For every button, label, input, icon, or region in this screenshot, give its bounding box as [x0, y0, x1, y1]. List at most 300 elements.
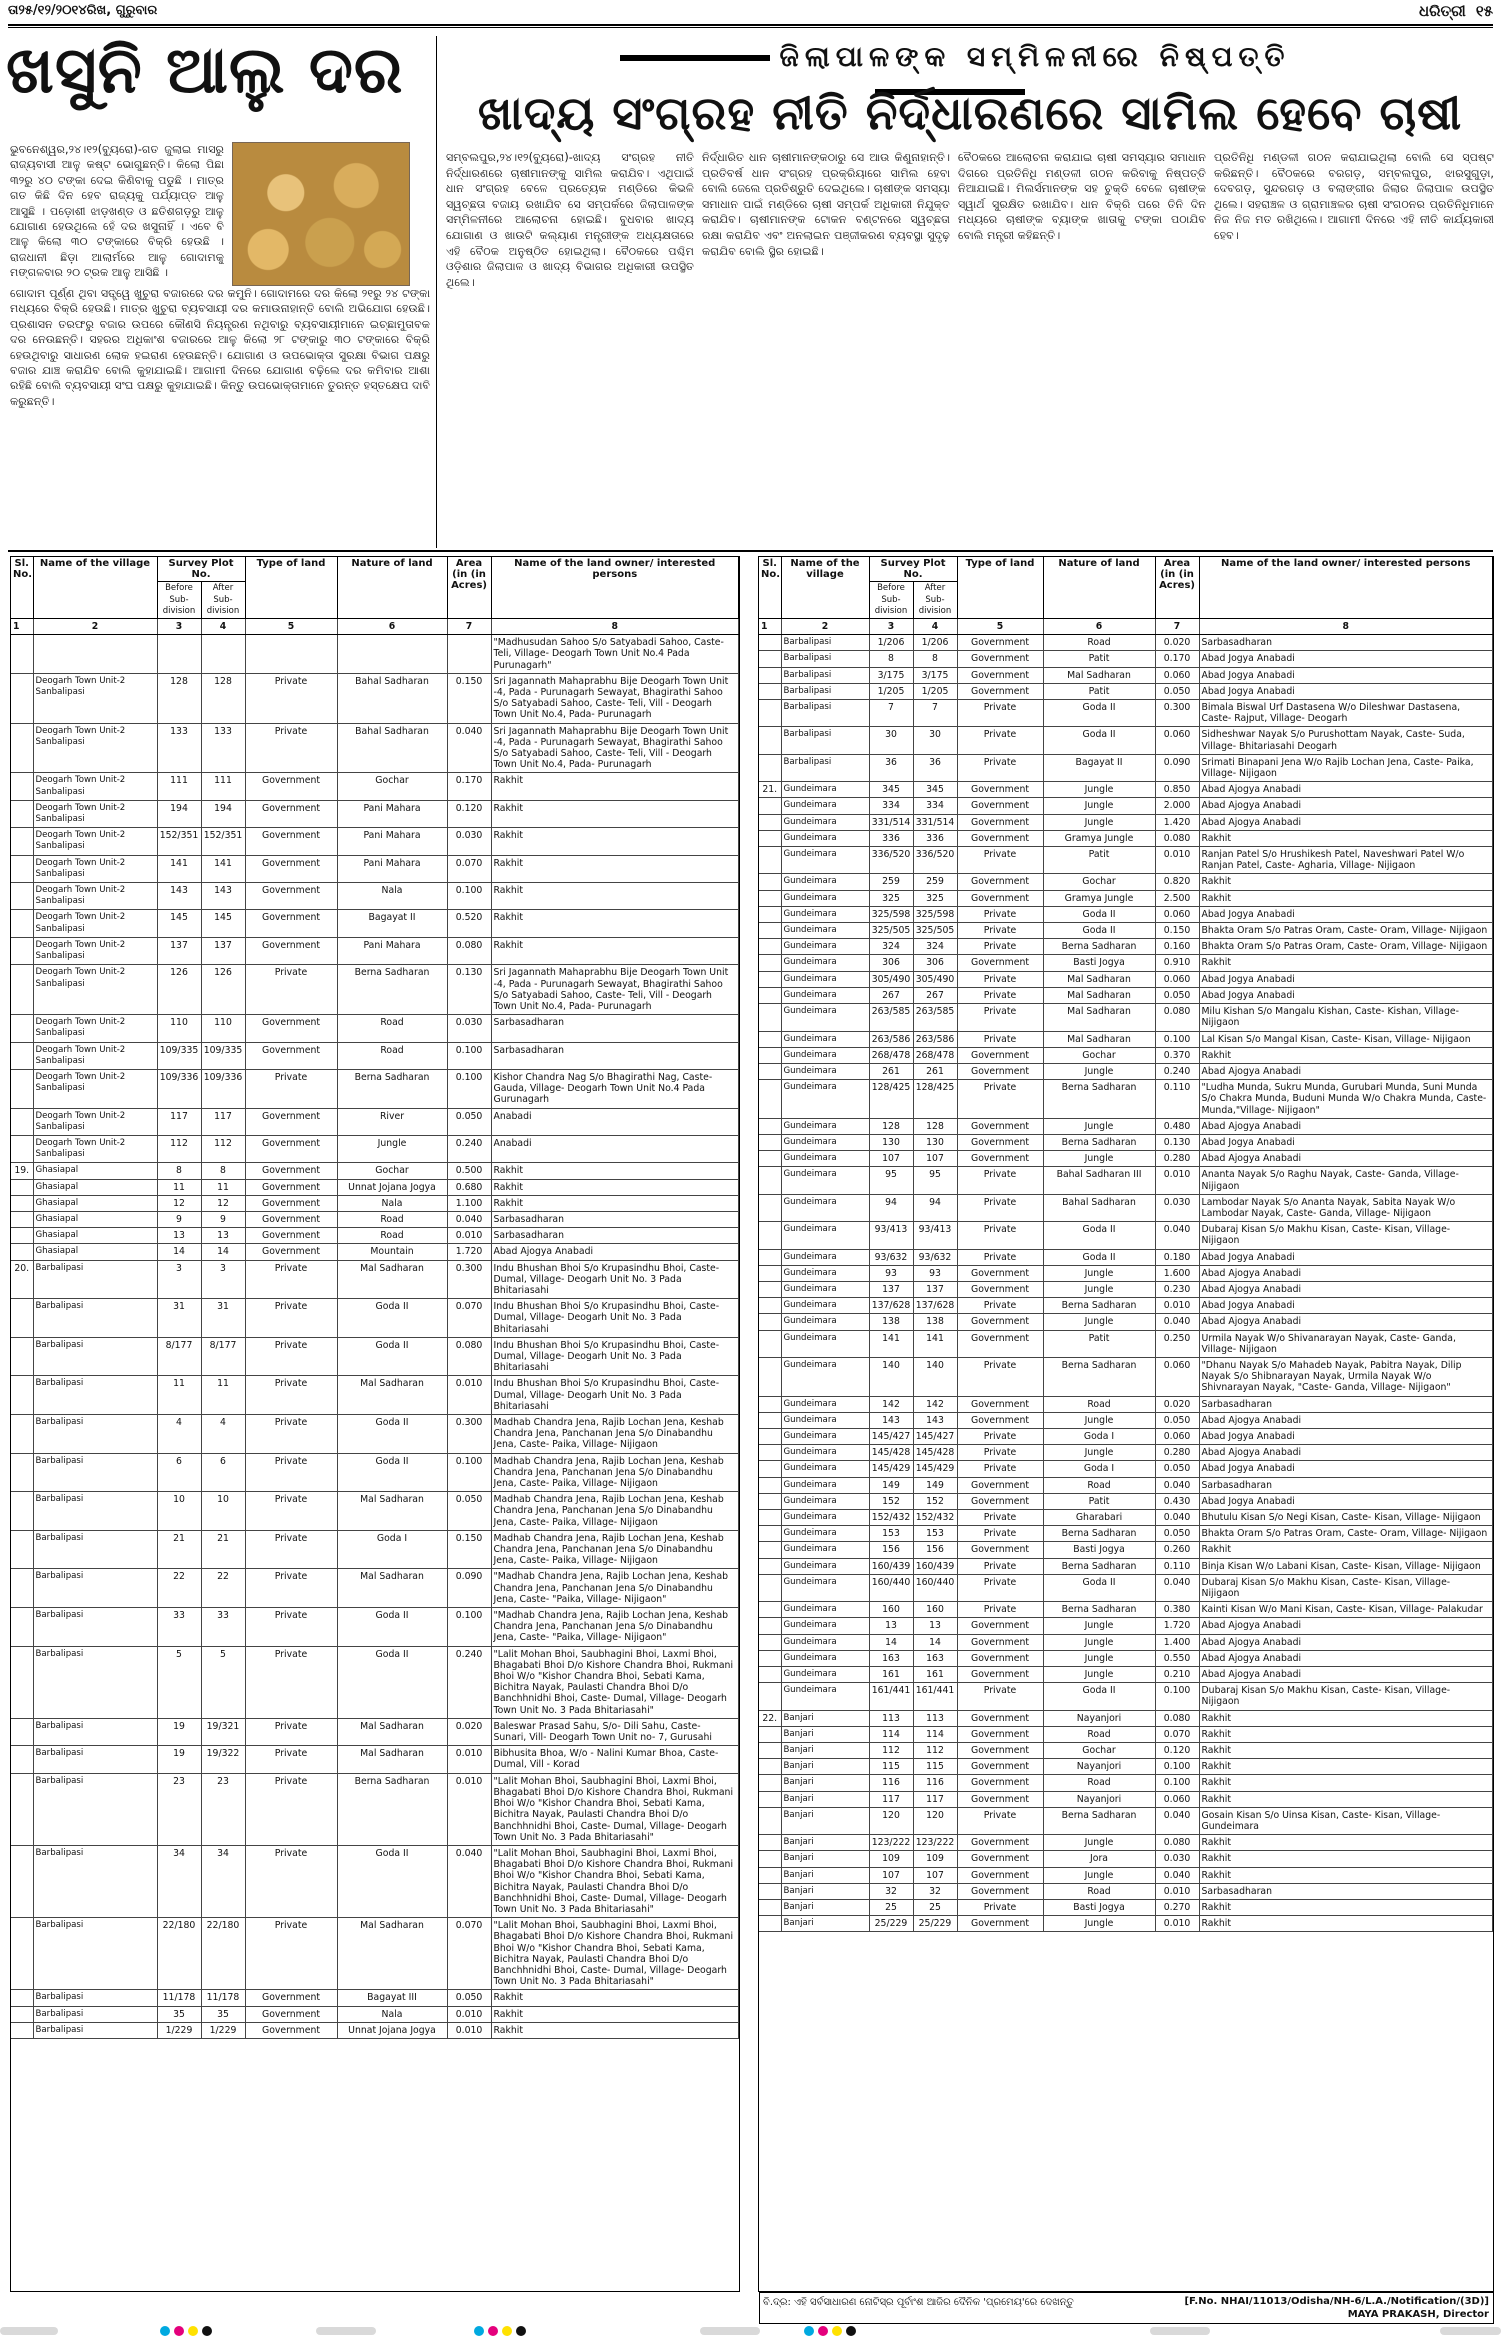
cell-plot-before: 23	[157, 1773, 201, 1845]
cell-nature: Jungle	[1043, 1151, 1155, 1167]
cell-type: Government	[957, 874, 1043, 890]
cell-nature: Jungle	[1043, 1118, 1155, 1134]
cell-nature: Mal Sadharan	[1043, 667, 1155, 683]
cell-plot-after: 93	[913, 1265, 957, 1281]
cell-plot-before: 334	[869, 798, 913, 814]
table-row	[759, 1167, 1493, 1194]
footer-signature	[1184, 2295, 1489, 2321]
cell-type: Government	[957, 1493, 1043, 1509]
cell-sl	[11, 1244, 33, 1260]
cell-plot-after: 263/586	[913, 1031, 957, 1047]
cell-village: Gundeimara	[781, 923, 869, 939]
cell-area: 0.020	[447, 1718, 491, 1745]
cell-owner: Abad Ajogya Anabadi	[1199, 1618, 1492, 1634]
cell-plot-after: 3	[201, 1260, 245, 1299]
cell-village: Banjari	[781, 1791, 869, 1807]
table-row	[759, 1134, 1493, 1150]
cell-area: 0.010	[1155, 1298, 1199, 1314]
cell-plot-before: 161/441	[869, 1683, 913, 1710]
cell-owner: Rakhit	[491, 800, 738, 827]
cell-type: Government	[245, 1108, 337, 1135]
cell-sl	[11, 883, 33, 910]
cell-area: 0.060	[1155, 667, 1199, 683]
registration-bar	[0, 2327, 58, 2335]
cell-plot-after: 345	[913, 782, 957, 798]
cell-type: Private	[957, 1080, 1043, 1119]
table-row	[11, 910, 739, 937]
cell-village: Deogarh Town Unit-2 Sanbalipasi	[33, 1042, 157, 1069]
table-row	[759, 971, 1493, 987]
cell-plot-before: 145/429	[869, 1461, 913, 1477]
cell-nature: Mal Sadharan	[337, 1918, 447, 1990]
cell-village: Barbalipasi	[33, 2022, 157, 2038]
cell-plot-after: 19/322	[201, 1746, 245, 1773]
cell-sl	[759, 1031, 781, 1047]
cell-plot-after: 33	[201, 1608, 245, 1647]
cell-village: Gundeimara	[781, 782, 869, 798]
cell-plot-after: 149	[913, 1477, 957, 1493]
cell-type: Government	[245, 1135, 337, 1162]
cell-plot-after: 36	[913, 754, 957, 781]
story2-headline: ଖାଦ୍ୟ ସଂଗ୍ରହ ନୀତି ନିର୍ଦ୍ଧାରଣରେ ସାମିଲ ହେବେ ଚାଷୀ	[477, 86, 1463, 140]
cell-type: Government	[245, 1163, 337, 1179]
cell-sl	[11, 1718, 33, 1745]
table-row	[11, 2022, 739, 2038]
cell-sl	[759, 1118, 781, 1134]
cell-village: Banjari	[781, 1759, 869, 1775]
cell-plot-after: 336/520	[913, 847, 957, 874]
cell-nature: Mal Sadharan	[1043, 987, 1155, 1003]
column-number: 7	[447, 619, 491, 635]
table-row	[11, 2006, 739, 2022]
cell-owner: Bibhusita Bhoa, W/o - Nalini Kumar Bhoa, Caste- Dumal, Vill - Korad	[491, 1746, 738, 1773]
cell-sl	[11, 965, 33, 1015]
story2-column-3: ବୈଠକରେ ଆଲୋଚନା କରାଯାଇ ଚାଷୀ ସମସ୍ୟାର ସମାଧାନ ଦିଗରେ ପ୍ରତିନିଧି ମଣ୍ଡଳୀ ଗଠନ କରିବାକୁ ନିଷ୍ପତ୍ତି ନିଆଯାଇଛି। ମିଲର୍ସମାନଙ୍କ ସହ ଚୁକ୍ତି ବେଳେ ଚାଷୀଙ୍କ ସ୍ୱାର୍ଥ ସୁରକ୍ଷିତ ରଖାଯିବ। ଧାନ ବିକ୍ରି ପରେ ତିନି ଦିନ ମଧ୍ୟରେ ଚାଷୀଙ୍କ ବ୍ୟାଙ୍କ ଖାତାକୁ ଟଙ୍କା ପଠାଯିବ ବୋଲି ମନ୍ତ୍ରୀ କହିଛନ୍ତି।	[958, 151, 1206, 242]
cell-plot-before: 331/514	[869, 814, 913, 830]
cell-owner: Rakhit	[1199, 1900, 1492, 1916]
cell-nature: Nayanjori	[1043, 1710, 1155, 1726]
cell-village: Barbalipasi	[33, 1918, 157, 1990]
cell-owner: Abad Ajogya Anabadi	[1199, 1118, 1492, 1134]
cell-type: Private	[245, 1069, 337, 1108]
cell-plot-after: 19/321	[201, 1718, 245, 1745]
cell-village: Gundeimara	[781, 1445, 869, 1461]
story2-column-2: ନିର୍ଦ୍ଧାରିତ ଧାନ ଚାଷୀମାନଙ୍କଠାରୁ ସେ ଆଉ କିଣୁନାହାନ୍ତି। ପ୍ରତିବର୍ଷ ଧାନ ସଂଗ୍ରହ ପ୍ରକ୍ରିୟାରେ ସାମିଲ ହେବା ବୋଲି ଜେଲେ ପ୍ରତିଶ୍ରୁତି ଦେଇଥିଲେ। ଚାଷୀଙ୍କ ସମସ୍ୟା ସମାଧାନ ପାଇଁ ମଣ୍ଡିରେ ଚାଷୀ ସମ୍ପର୍କ ଅଧିକାରୀ ନିଯୁକ୍ତ କରାଯିବ। ଚାଷୀମାନଙ୍କ ଟୋକନ ବଣ୍ଟନରେ ସ୍ୱଚ୍ଛତା ରକ୍ଷା କରାଯିବ ଏବଂ ଅନଲାଇନ ପଞ୍ଜୀକରଣ ବ୍ୟବସ୍ଥା ସୁଦୃଢ଼ କରାଯିବ ବୋଲି ସ୍ଥିର ହୋଇଛି।	[702, 151, 950, 258]
table-row	[11, 1376, 739, 1415]
cell-village: Gundeimara	[781, 906, 869, 922]
cell-area: 0.080	[1155, 830, 1199, 846]
cell-village: Gundeimara	[781, 1281, 869, 1297]
cell-area: 0.820	[1155, 874, 1199, 890]
cell-nature: Goda II	[337, 1337, 447, 1376]
cell-sl	[759, 874, 781, 890]
table-body	[11, 619, 739, 2039]
cell-area: 0.070	[447, 855, 491, 882]
cell-plot-before: 32	[869, 1883, 913, 1899]
table-row	[11, 965, 739, 1015]
cell-area: 0.010	[1155, 1167, 1199, 1194]
cell-type: Government	[957, 1118, 1043, 1134]
cell-nature: Jungle	[1043, 1867, 1155, 1883]
table-row	[759, 955, 1493, 971]
cell-plot-before: 145	[157, 910, 201, 937]
cell-nature: Jungle	[1043, 1063, 1155, 1079]
cell-village: Gundeimara	[781, 1618, 869, 1634]
cell-area: 0.040	[1155, 1510, 1199, 1526]
cell-sl	[759, 1743, 781, 1759]
cell-owner: Abad Jogya Anabadi	[1199, 1461, 1492, 1477]
cell-type: Government	[957, 1330, 1043, 1357]
cell-sl	[759, 1428, 781, 1444]
cell-owner: Rakhit	[1199, 1726, 1492, 1742]
cell-village: Banjari	[781, 1743, 869, 1759]
cell-sl	[759, 1080, 781, 1119]
cell-sl	[759, 635, 781, 651]
table-row	[759, 1634, 1493, 1650]
table-row	[11, 1228, 739, 1244]
cell-owner: Abad Ajogya Anabadi	[1199, 1265, 1492, 1281]
cell-plot-before: 25	[869, 1900, 913, 1916]
cell-owner: Rakhit	[1199, 1743, 1492, 1759]
cell-owner: "Dhanu Nayak S/o Mahadeb Nayak, Pabitra Nayak, Dilip Nayak S/o Shibnarayan Nayak, Urmila Nayak W/o Shivnarayan Nayak, "Caste- Ganda, Village- Nijigaon"	[1199, 1357, 1492, 1396]
col-nature: Nature of land	[1043, 557, 1155, 619]
cell-type: Government	[957, 890, 1043, 906]
cell-nature: Berna Sadharan	[1043, 939, 1155, 955]
cell-type: Government	[245, 1228, 337, 1244]
cell-type: Government	[957, 1281, 1043, 1297]
cell-sl	[11, 937, 33, 964]
cell-type: Government	[957, 1412, 1043, 1428]
cell-type: Private	[957, 1526, 1043, 1542]
cell-owner: Lambodar Nayak S/o Ananta Nayak, Sabita Nayak W/o Lambodar Nayak, Caste- Ganda, Village- Nijigaon	[1199, 1194, 1492, 1221]
cell-owner: Rakhit	[491, 910, 738, 937]
cell-plot-before: 142	[869, 1396, 913, 1412]
cell-nature: Goda II	[1043, 923, 1155, 939]
cell-type: Government	[957, 1775, 1043, 1791]
table-row	[11, 1990, 739, 2006]
cell-type: Private	[957, 1558, 1043, 1574]
cell-owner: Abad Jogya Anabadi	[1199, 987, 1492, 1003]
cell-sl	[759, 1851, 781, 1867]
cell-type: Government	[957, 1667, 1043, 1683]
cell-owner: Rakhit	[1199, 1835, 1492, 1851]
cell-owner: Milu Kishan S/o Mangalu Kishan, Caste- Kishan, Village- Nijigaon	[1199, 1004, 1492, 1031]
cell-plot-before: 11	[157, 1376, 201, 1415]
table-row	[759, 906, 1493, 922]
cell-nature: Mal Sadharan	[1043, 971, 1155, 987]
cell-plot-before: 324	[869, 939, 913, 955]
cell-village: Banjari	[781, 1835, 869, 1851]
cell-plot-before: 160/440	[869, 1574, 913, 1601]
cell-plot-after: 22/180	[201, 1918, 245, 1990]
column-number: 6	[337, 619, 447, 635]
cell-village: Gundeimara	[781, 987, 869, 1003]
cell-village: Ghasiapal	[33, 1163, 157, 1179]
cell-plot-before: 137/628	[869, 1298, 913, 1314]
cell-area: 0.060	[1155, 727, 1199, 754]
cell-type: Government	[957, 782, 1043, 798]
cell-area	[447, 635, 491, 674]
cell-sl	[759, 1357, 781, 1396]
table-row	[11, 1608, 739, 1647]
table-row	[759, 1249, 1493, 1265]
cell-nature: Goda I	[337, 1530, 447, 1569]
cell-sl	[11, 1299, 33, 1338]
table-row	[11, 1845, 739, 1917]
cell-plot-after: 107	[913, 1151, 957, 1167]
table-row	[11, 1646, 739, 1718]
table-row	[759, 1151, 1493, 1167]
column-number: 8	[491, 619, 738, 635]
table-row	[759, 1063, 1493, 1079]
cell-plot-after: 141	[913, 1330, 957, 1357]
col-village: Name of the village	[33, 557, 157, 619]
cell-nature: Patit	[1043, 1330, 1155, 1357]
cell-area: 1.720	[447, 1244, 491, 1260]
cell-nature: Jungle	[1043, 1835, 1155, 1851]
cell-plot-after: 113	[913, 1710, 957, 1726]
column-number: 4	[201, 619, 245, 635]
cell-plot-after: 94	[913, 1194, 957, 1221]
cell-nature: Road	[1043, 1396, 1155, 1412]
cell-nature: Pani Mahara	[337, 937, 447, 964]
cell-owner: Rakhit	[1199, 890, 1492, 906]
cell-plot-after: 111	[201, 773, 245, 800]
cell-village: Banjari	[781, 1807, 869, 1834]
cell-type: Government	[957, 1151, 1043, 1167]
cell-area: 0.010	[1155, 847, 1199, 874]
cell-nature: Goda II	[1043, 1683, 1155, 1710]
cell-sl	[11, 1195, 33, 1211]
cell-plot-before: 111	[157, 773, 201, 800]
cell-plot-after	[201, 635, 245, 674]
cell-nature: Nala	[337, 883, 447, 910]
column-number: 8	[1199, 619, 1492, 635]
cell-plot-after: 1/206	[913, 635, 957, 651]
cell-nature: Jungle	[1043, 1667, 1155, 1683]
cell-plot-after: 25/229	[913, 1916, 957, 1932]
cell-type: Private	[957, 906, 1043, 922]
cell-village: Gundeimara	[781, 830, 869, 846]
cell-village: Barbalipasi	[781, 727, 869, 754]
table-row	[759, 1031, 1493, 1047]
cell-plot-before: 14	[157, 1244, 201, 1260]
cell-type: Private	[957, 1194, 1043, 1221]
cell-area: 0.040	[1155, 1477, 1199, 1493]
cell-plot-after: 152	[913, 1493, 957, 1509]
cell-area: 0.020	[1155, 635, 1199, 651]
cell-plot-before: 33	[157, 1608, 201, 1647]
cell-area: 1.100	[447, 1195, 491, 1211]
cell-plot-after: 93/413	[913, 1222, 957, 1249]
cell-sl: 21.	[759, 782, 781, 798]
cell-type	[245, 635, 337, 674]
cell-plot-after: 128	[913, 1118, 957, 1134]
cell-sl	[759, 1151, 781, 1167]
cell-plot-before	[157, 635, 201, 674]
cell-type: Government	[245, 1990, 337, 2006]
cell-area: 0.070	[1155, 1726, 1199, 1742]
cell-sl	[759, 1493, 781, 1509]
cell-plot-after: 160/440	[913, 1574, 957, 1601]
cell-sl	[759, 1900, 781, 1916]
cell-sl	[11, 1108, 33, 1135]
cell-sl	[759, 1883, 781, 1899]
cell-nature: Pani Mahara	[337, 855, 447, 882]
cell-area: 0.050	[447, 1108, 491, 1135]
cell-type: Private	[245, 1608, 337, 1647]
cell-nature: Berna Sadharan	[1043, 1298, 1155, 1314]
cell-plot-after: 143	[201, 883, 245, 910]
table-row	[759, 1916, 1493, 1932]
cell-type: Government	[957, 798, 1043, 814]
table-row	[759, 1851, 1493, 1867]
cell-plot-before: 8/177	[157, 1337, 201, 1376]
cell-type: Government	[245, 800, 337, 827]
cell-nature: Goda II	[1043, 727, 1155, 754]
table-row	[759, 1004, 1493, 1031]
cell-nature: Nala	[337, 2006, 447, 2022]
col-sl: Sl. No.	[759, 557, 781, 619]
column-number: 5	[957, 619, 1043, 635]
cell-area: 0.100	[1155, 1759, 1199, 1775]
cell-owner: Sri Jagannath Mahaprabhu Bije Deogarh Town Unit -4, Pada - Purunagarh Sewayat, Bhagirathi Sahoo S/o Satyabadi Sahoo, Caste- Teli, Vill - Deogarh Town Unit No.4, Pada- Purunagarh	[491, 723, 738, 773]
cell-area: 0.100	[447, 1042, 491, 1069]
cell-village: Deogarh Town Unit-2 Sanbalipasi	[33, 937, 157, 964]
cell-sl	[759, 1775, 781, 1791]
cell-nature: Jungle	[1043, 798, 1155, 814]
table-row	[759, 1281, 1493, 1297]
cell-plot-after: 259	[913, 874, 957, 890]
cell-owner: Sarbasadharan	[1199, 1396, 1492, 1412]
cell-owner: Sarbasadharan	[1199, 1883, 1492, 1899]
cell-owner: Sidheshwar Nayak S/o Purushottam Nayak, Caste- Suda, Village- Bhitariasahi Deogarh	[1199, 727, 1492, 754]
table-row	[759, 1883, 1493, 1899]
cell-type: Government	[245, 1211, 337, 1227]
cell-nature: Gochar	[337, 773, 447, 800]
cell-village: Barbalipasi	[33, 1337, 157, 1376]
cell-plot-before: 325/598	[869, 906, 913, 922]
table-row	[759, 700, 1493, 727]
table-row	[11, 1244, 739, 1260]
cell-type: Government	[957, 1835, 1043, 1851]
cell-owner: Indu Bhushan Bhoi S/o Krupasindhu Bhoi, Caste- Dumal, Village- Deogarh Unit No. 3 Pada Bhitariasahi	[491, 1376, 738, 1415]
cell-plot-after: 153	[913, 1526, 957, 1542]
cell-village: Gundeimara	[781, 1650, 869, 1666]
cell-village: Deogarh Town Unit-2 Sanbalipasi	[33, 828, 157, 855]
column-number: 2	[781, 619, 869, 635]
cell-owner: Rakhit	[491, 1990, 738, 2006]
cell-type: Private	[957, 1807, 1043, 1834]
cell-owner: Sarbasadharan	[1199, 635, 1492, 651]
table-row	[759, 1118, 1493, 1134]
cell-type: Private	[957, 1602, 1043, 1618]
registration-dot-magenta	[818, 2326, 828, 2336]
cell-plot-before: 152/351	[157, 828, 201, 855]
cell-type: Government	[245, 855, 337, 882]
cell-owner: "Lalit Mohan Bhoi, Saubhagini Bhoi, Laxmi Bhoi, Bhagabati Bhoi D/o Kishore Chandra Bhoi, Rukmani Bhoi W/o "Kishor Chandra Bhoi, Sebati Kama, Bichitra Nayak, Paulasti Chandra Bhoi D/o Banchhnidhi Bhoi, Caste- Dumal, Village- Deogarh Town Unit No. 3 Pada Bhitariasahi"	[491, 1773, 738, 1845]
cell-nature: Road	[1043, 1726, 1155, 1742]
cell-village: Gundeimara	[781, 1396, 869, 1412]
cell-plot-after: 1/205	[913, 683, 957, 699]
cell-type: Private	[245, 1337, 337, 1376]
cell-plot-after: 3/175	[913, 667, 957, 683]
page-number: ୧୫	[1475, 2, 1493, 20]
cell-nature: Jungle	[337, 1135, 447, 1162]
cell-sl	[11, 1376, 33, 1415]
cell-nature: Nayanjori	[1043, 1759, 1155, 1775]
cell-village: Deogarh Town Unit-2 Sanbalipasi	[33, 910, 157, 937]
cell-plot-before: 8	[157, 1163, 201, 1179]
cell-plot-before: 325/505	[869, 923, 913, 939]
cell-owner: Rakhit	[1199, 955, 1492, 971]
cell-plot-after: 12	[201, 1195, 245, 1211]
cell-nature: Jungle	[1043, 814, 1155, 830]
cell-village: Barbalipasi	[33, 1415, 157, 1454]
cell-area: 0.010	[1155, 1883, 1199, 1899]
cell-nature: Berna Sadharan	[337, 965, 447, 1015]
cell-sl	[759, 1618, 781, 1634]
cell-plot-after: 324	[913, 939, 957, 955]
cell-owner: Rakhit	[491, 1163, 738, 1179]
cell-plot-after: 110	[201, 1015, 245, 1042]
cell-nature: Basti Jogya	[1043, 955, 1155, 971]
cell-type: Private	[957, 1298, 1043, 1314]
registration-dot-yellow	[832, 2326, 842, 2336]
cell-nature: Gramya Jungle	[1043, 830, 1155, 846]
cell-nature: Road	[337, 1211, 447, 1227]
table-row	[11, 1015, 739, 1042]
cell-nature: Berna Sadharan	[1043, 1357, 1155, 1396]
cell-village: Banjari	[781, 1710, 869, 1726]
cell-nature: Jungle	[1043, 782, 1155, 798]
cell-plot-after: 13	[201, 1228, 245, 1244]
cell-type: Government	[957, 1791, 1043, 1807]
cell-area: 0.270	[1155, 1900, 1199, 1916]
cell-sl	[759, 1314, 781, 1330]
cell-nature: Bahal Sadharan	[1043, 1194, 1155, 1221]
cell-village: Gundeimara	[781, 1461, 869, 1477]
cell-type: Government	[957, 1134, 1043, 1150]
cell-nature: Mal Sadharan	[1043, 1004, 1155, 1031]
table-row	[759, 667, 1493, 683]
cell-sl	[11, 828, 33, 855]
cell-plot-after: 14	[913, 1634, 957, 1650]
cell-area: 0.300	[447, 1260, 491, 1299]
cell-area: 0.150	[447, 673, 491, 723]
cell-type: Government	[245, 1195, 337, 1211]
cell-nature: Bagayat III	[337, 1990, 447, 2006]
cell-owner: Anabadi	[491, 1108, 738, 1135]
registration-dot-yellow	[502, 2326, 512, 2336]
table-row	[759, 1835, 1493, 1851]
cell-village: Banjari	[781, 1900, 869, 1916]
cell-village: Banjari	[781, 1867, 869, 1883]
cell-plot-before: 25/229	[869, 1916, 913, 1932]
cell-type: Government	[957, 1047, 1043, 1063]
table-row	[11, 883, 739, 910]
cell-nature: Goda II	[337, 1415, 447, 1454]
cell-sl	[759, 1683, 781, 1710]
cell-type: Private	[245, 723, 337, 773]
cell-type: Private	[245, 1530, 337, 1569]
table-row	[759, 1710, 1493, 1726]
col-owner: Name of the land owner/ interested persons	[1199, 557, 1492, 619]
cell-plot-before: 161	[869, 1667, 913, 1683]
cell-type: Private	[957, 1031, 1043, 1047]
cell-area: 0.100	[447, 1069, 491, 1108]
cell-owner: Rakhit	[1199, 1916, 1492, 1932]
